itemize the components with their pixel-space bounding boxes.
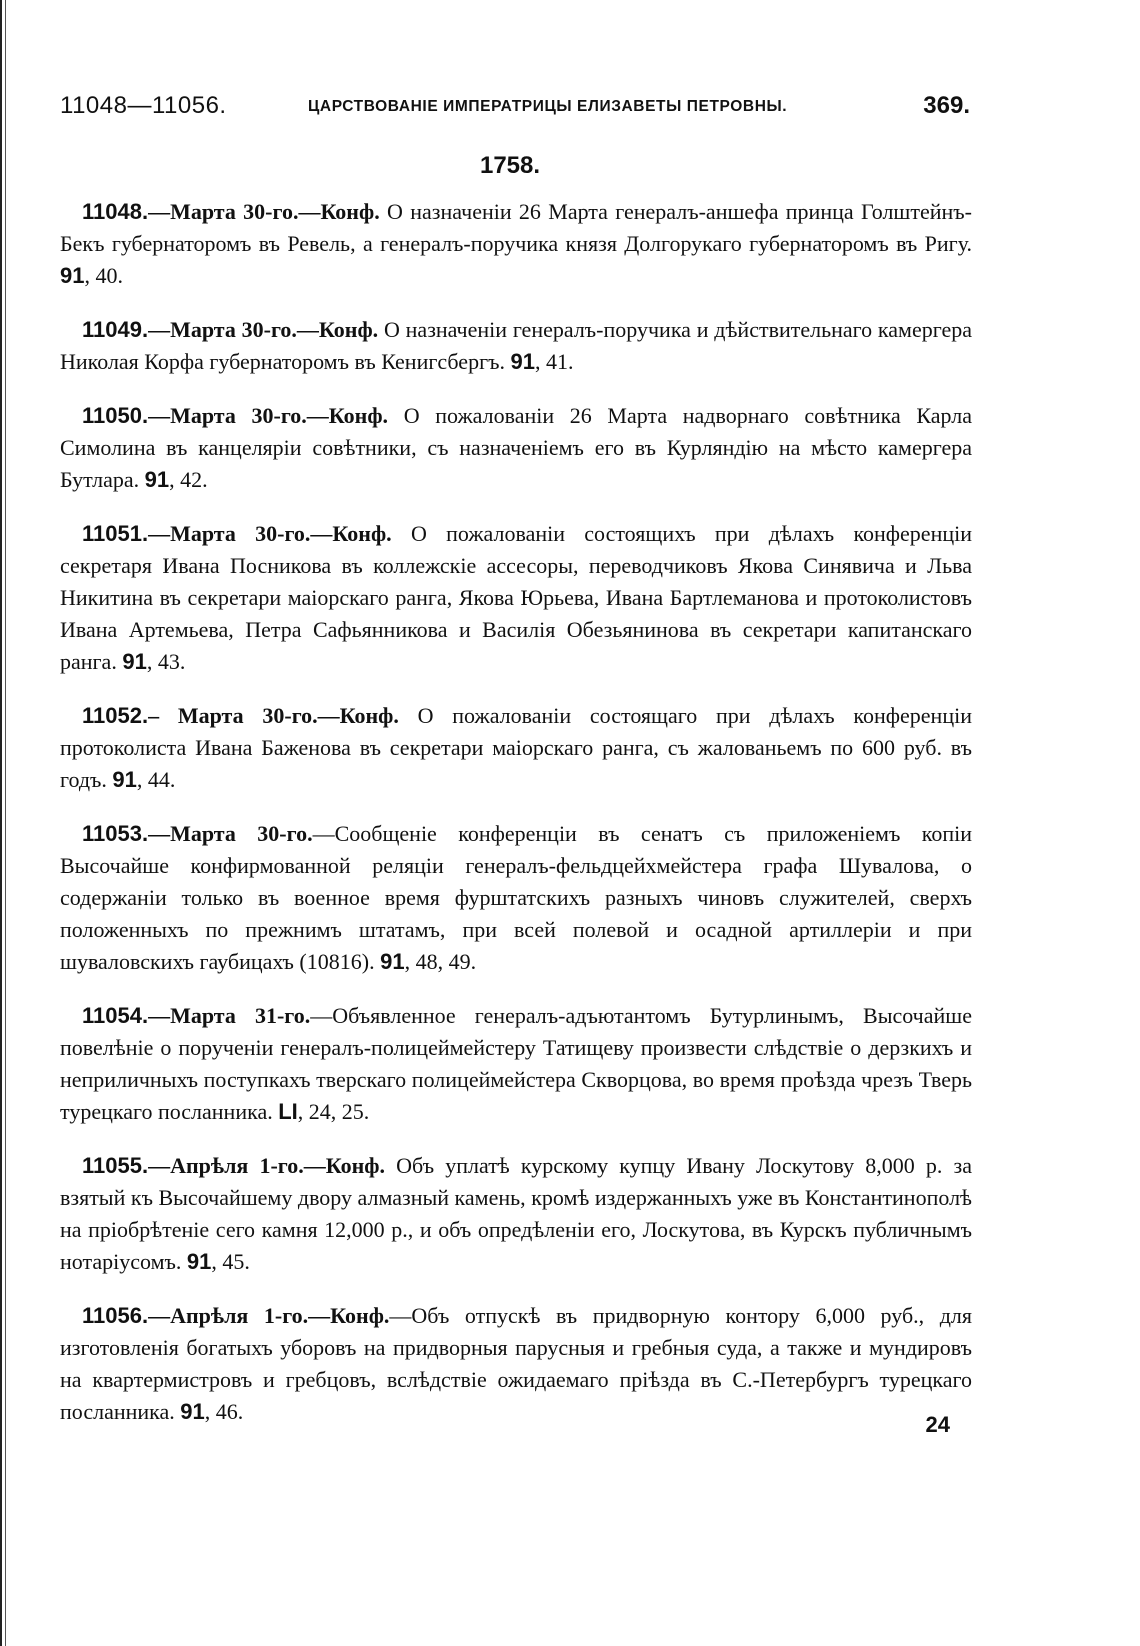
entry-text: —Объявленное генералъ-адъютантомъ Бутурлинымъ, Высочайше повелѣніе о порученіи генералъ-полицеймейстеру Татищеву произвести слѣдствіе о дерзкихъ и неприличныхъ поступкахъ тверскаго полицеймейстера Скворцова, во время проѣзда чрезъ Тверь турецкаго посланника. bbox=[60, 1003, 972, 1124]
entry bbox=[60, 700, 972, 796]
entry-number: 11049. bbox=[82, 317, 149, 342]
entry-source-ref: 91 bbox=[180, 1399, 205, 1424]
entry bbox=[60, 1000, 972, 1128]
entry-source-ref: 91 bbox=[380, 949, 405, 974]
entry-text: О назначеніи 26 Марта генералъ-аншефа принца Голштейнъ-Бекъ губернаторомъ въ Ревель, а генералъ-поручика князя Долгорукаго губернаторомъ въ Ригу. bbox=[60, 199, 972, 256]
running-title: ЦАРСТВОВАНІЕ ИМПЕРАТРИЦЫ ЕЛИЗАВЕТЫ ПЕТРОВНЫ. bbox=[308, 98, 788, 115]
entry-number: 11051. bbox=[82, 521, 149, 546]
entry-number: 11053. bbox=[82, 821, 149, 846]
entry-text: О пожалованіи состоящихъ при дѣлахъ конференціи секретаря Ивана Посникова въ коллежскіе ассесоры, переводчиковъ Якова Синявича и Льва Никитина въ секретари маіорскаго ранга, Якова Юрьева, Ивана Бартлеманова и протоколистовъ Ивана Артемьева, Петра Сафьянникова и Василія Обезьянинова въ секретари капитанскаго ранга. bbox=[60, 521, 972, 674]
year-heading: 1758. bbox=[479, 152, 541, 179]
entry-date: – Марта 30-го.—Конф. bbox=[148, 703, 399, 728]
entry-source-ref: LI bbox=[278, 1099, 298, 1124]
entries-list bbox=[60, 196, 972, 1450]
entry-number: 11054. bbox=[82, 1003, 149, 1028]
entry-source-ref: 91 bbox=[144, 467, 170, 492]
entry-number: 11052. bbox=[82, 703, 149, 728]
entry bbox=[60, 1300, 972, 1428]
entry bbox=[60, 518, 972, 678]
entry-date: —Марта 30-го. bbox=[148, 821, 313, 846]
entry-source-ref: 91 bbox=[510, 349, 535, 374]
entry-date: —Марта 31-го. bbox=[148, 1003, 311, 1028]
entry-pages: , 48, 49. bbox=[404, 949, 477, 974]
entry-date: —Марта 30-го.—Конф. bbox=[148, 317, 379, 342]
entry-pages: , 45. bbox=[211, 1249, 250, 1274]
entry-pages: , 46. bbox=[204, 1399, 244, 1424]
entry-pages: , 40. bbox=[84, 263, 123, 288]
entry-text: О пожалованіи 26 Марта надворнаго совѣтника Карла Симолина въ канцеляріи совѣтники, съ назначеніемъ его въ Курляндію на мѣсто камергера Бутлара. bbox=[60, 403, 973, 492]
entry bbox=[60, 1150, 972, 1278]
entry-pages: , 43. bbox=[146, 649, 186, 674]
entry-text: —Сообщеніе конференціи въ сенатъ съ приложеніемъ копіи Высочайше конфирмованной реляціи генералъ-фельдцейхмейстера графа Шувалова, о содержаніи только въ военное время фурштатскихъ разныхъ чиновъ служителей, сверхъ положенныхъ по прежнимъ штатамъ, при всей полевой и осадной артиллеріи и при шуваловскихъ гаубицахъ (10816). bbox=[60, 821, 973, 974]
entry-pages: , 44. bbox=[136, 767, 176, 792]
entry-pages: , 24, 25. bbox=[297, 1099, 370, 1124]
page-edge-rule bbox=[0, 0, 10, 1646]
entry-number: 11056. bbox=[82, 1303, 149, 1328]
signature-mark: 24 bbox=[925, 1412, 950, 1437]
entry bbox=[60, 196, 972, 292]
entry-text: —Объ отпускѣ въ придворную контору 6,000 руб., для изготовленія богатыхъ уборовъ на придворныя парусныя и гребныя суда, а также и мундировъ на квартермистровъ и гребцовъ, вслѣдствіе ожидаемаго пріѣзда въ С.-Петербургъ турецкаго посланника. bbox=[60, 1303, 972, 1424]
entry-date: —Марта 30-го.—Конф. bbox=[148, 199, 380, 224]
entry-source-ref: 91 bbox=[186, 1249, 212, 1274]
entry-source-ref: 91 bbox=[112, 767, 137, 792]
running-header bbox=[60, 92, 970, 126]
page-number: 369. bbox=[923, 92, 970, 119]
entry bbox=[60, 400, 972, 496]
entry-source-ref: 91 bbox=[122, 649, 147, 674]
entry-date: —Апрѣля 1-го.—Конф. bbox=[148, 1303, 390, 1328]
entry-date: —Марта 30-го.—Конф. bbox=[148, 521, 392, 546]
entry-pages: , 42. bbox=[169, 467, 208, 492]
entry-text: Объ уплатѣ курскому купцу Ивану Лоскутову 8,000 р. за взятый къ Высочайшему двору алмазный камень, кромѣ издержанныхъ уже въ Константинополѣ на пріобрѣтеніе сего камня 12,000 р., и объ опредѣленіи его, Лоскутова, въ Курскъ публичнымъ нотаріусомъ. bbox=[60, 1153, 972, 1274]
entry bbox=[60, 818, 972, 978]
entry-number: 11048. bbox=[82, 199, 149, 224]
entry-date: —Апрѣля 1-го.—Конф. bbox=[148, 1153, 386, 1178]
entry-number: 11050. bbox=[82, 403, 149, 428]
entry-source-ref: 91 bbox=[60, 263, 85, 288]
entry-text: О пожалованіи состоящаго при дѣлахъ конференціи протоколиста Ивана Баженова въ секретари маіорскаго ранга, съ жалованьемъ по 600 руб. въ годъ. bbox=[60, 703, 972, 792]
entry-pages: , 41. bbox=[534, 349, 574, 374]
entry-number: 11055. bbox=[82, 1153, 149, 1178]
entry-range: 11048—11056. bbox=[60, 92, 227, 119]
entry bbox=[60, 314, 972, 378]
entry-text: О назначеніи генералъ-поручика и дѣйствительнаго камергера Николая Корфа губернаторомъ въ Кенигсбергъ. bbox=[60, 317, 973, 374]
entry-date: —Марта 30-го.—Конф. bbox=[148, 403, 389, 428]
